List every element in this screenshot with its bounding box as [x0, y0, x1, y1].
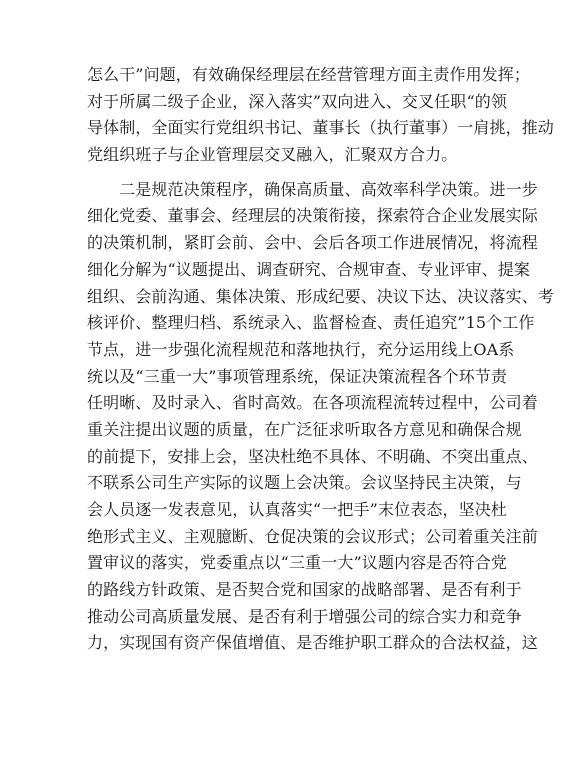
text-line: 的路线方针政策、是否契合党和国家的战略部署、是否有利于 — [87, 580, 522, 600]
text-line: 推动公司高质量发展、是否有利于增强公司的综合实力和竞争 — [87, 606, 522, 626]
text-line: 党组织班子与企业管理层交叉融入，汇聚双方合力。 — [87, 145, 458, 165]
text-line: 对于所属二级子企业，深入落实”双向进入、交叉任职“的领 — [87, 91, 507, 111]
text-line: 任明晰、及时录入、省时高效。在各项流程流转过程中，公司着 — [87, 393, 538, 413]
paragraph-gap — [87, 169, 507, 177]
text-line: 的决策机制，紧盯会前、会中、会后各项工作进展情况，将流程 — [87, 233, 538, 253]
text-line: 置审议的落实，党委重点以“三重一大”议题内容是否符合党 — [87, 553, 507, 573]
text-line: 的前提下，安排上会，坚决杜绝不具体、不明确、不突出重点、 — [87, 446, 538, 466]
text-line: 力，实现国有资产保值增值、是否维护职工群众的合法权益，这 — [87, 633, 538, 653]
text-line: 细化分解为“议题提出、调查研究、合规审查、专业评审、提案 — [87, 259, 530, 279]
text-line: 组织、会前沟通、集体决策、形成纪要、决议下达、决议落实、考 — [87, 286, 554, 306]
text-line: 重关注提出议题的质量，在广泛征求听取各方意见和确保合规 — [87, 419, 522, 439]
text-line: 会人员逐一发表意见，认真落实“一把手”末位表态，坚决杜 — [87, 500, 507, 519]
text-line: 二是规范决策程序，确保高质量、高效率科学决策。进一步 — [87, 179, 538, 199]
text-line: 核评价、整理归档、系统录入、监督检查、责任追究”15个工作 — [87, 313, 535, 333]
text-line: 统以及“三重一大”事项管理系统，保证决策流程各个环节责 — [87, 366, 507, 386]
text-line: 绝形式主义、主观臆断、仓促决策的会议形式；公司着重关注前 — [87, 526, 538, 546]
text-line: 细化党委、董事会、经理层的决策衔接，探索符合企业发展实际 — [87, 206, 538, 226]
paragraph-1 — [87, 62, 554, 169]
text-line: 导体制，全面实行党组织书记、董事长（执行董事）一肩挑，推动 — [87, 118, 554, 138]
document-body — [87, 62, 554, 657]
text-line: 不联系公司生产实际的议题上会决策。会议坚持民主决策，与 — [87, 473, 522, 493]
paragraph-2 — [87, 177, 554, 657]
text-line: 怎么干”问题，有效确保经理层在经营管理方面主责作用发挥； — [87, 65, 530, 84]
text-line: 节点，进一步强化流程规范和落地执行，充分运用线上OA系 — [87, 339, 515, 359]
